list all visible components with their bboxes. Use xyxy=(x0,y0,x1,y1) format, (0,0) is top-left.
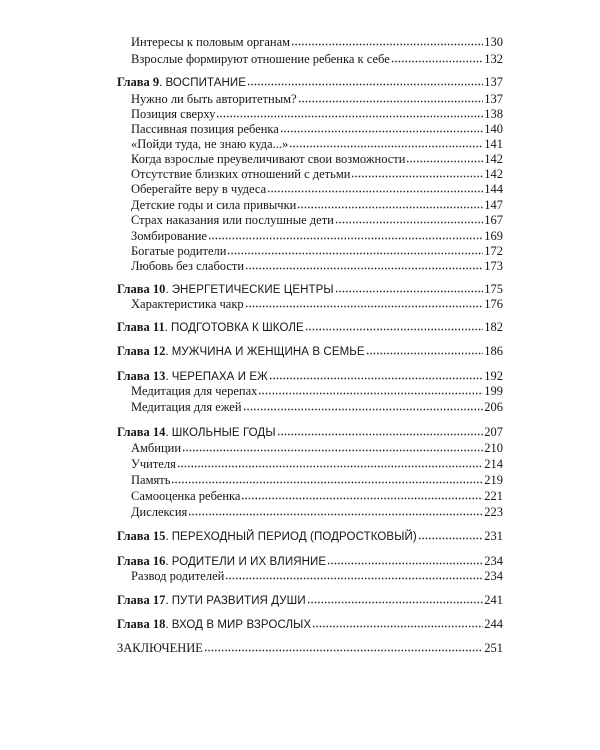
dot-leader xyxy=(298,100,484,103)
dot-leader xyxy=(351,175,483,178)
entry-title: Нужно ли быть авторитетным? xyxy=(131,92,297,106)
page-number: 219 xyxy=(484,473,503,487)
chapter-title: ЧЕРЕПАХА И ЕЖ xyxy=(171,371,268,383)
entry-title: Глава 12. МУЖЧИНА И ЖЕНЩИНА В СЕМЬЕ xyxy=(117,344,365,358)
page-number: 234 xyxy=(484,554,503,568)
chapter-number: Глава 9 xyxy=(117,75,160,89)
dot-leader xyxy=(258,392,483,395)
toc-subentry xyxy=(131,398,503,416)
dot-leader xyxy=(245,267,483,270)
dot-leader xyxy=(335,290,484,293)
dot-leader xyxy=(247,83,483,86)
chapter-number: Глава 12 xyxy=(117,344,166,358)
entry-title: Амбиции xyxy=(131,441,182,455)
entry-title: Самооценка ребенка xyxy=(131,489,241,503)
page-number: 147 xyxy=(484,198,503,212)
dot-leader xyxy=(307,601,484,604)
dot-leader xyxy=(280,130,483,133)
dot-leader xyxy=(204,649,483,652)
page-number: 138 xyxy=(484,107,503,121)
page-number: 173 xyxy=(484,259,503,273)
dot-leader xyxy=(182,449,483,452)
dot-leader xyxy=(208,237,483,240)
entry-title: Богатые родители xyxy=(131,244,227,258)
page-number: 175 xyxy=(484,282,503,296)
dot-leader xyxy=(291,43,483,46)
entry-title: Оберегайте веру в чудеса xyxy=(131,182,267,196)
toc-subentry xyxy=(131,257,503,275)
dot-leader xyxy=(277,433,484,436)
page-number: 132 xyxy=(484,52,503,66)
entry-title: «Пойди туда, не знаю куда...» xyxy=(131,137,289,151)
page-number: 137 xyxy=(484,92,503,106)
dot-leader xyxy=(289,145,483,148)
entry-title: Глава 11. ПОДГОТОВКА К ШКОЛЕ xyxy=(117,320,304,334)
dot-leader xyxy=(406,160,483,163)
dot-leader xyxy=(267,190,483,193)
page-number: 142 xyxy=(484,152,503,166)
page-number: 167 xyxy=(484,213,503,227)
dot-leader xyxy=(227,252,483,255)
page-number: 192 xyxy=(484,369,503,383)
dot-leader xyxy=(366,352,484,355)
entry-title: Пассивная позиция ребенка xyxy=(131,122,279,136)
entry-title: Память xyxy=(131,473,171,487)
dot-leader xyxy=(312,625,483,628)
dot-leader xyxy=(245,305,484,308)
entry-title: Глава 14. ШКОЛЬНЫЕ ГОДЫ xyxy=(117,425,276,439)
entry-title: Отсутствие близких отношений с детьми xyxy=(131,167,351,181)
entry-title: Позиция сверху xyxy=(131,107,216,121)
chapter-number: Глава 13 xyxy=(117,369,166,383)
toc-chapter-entry xyxy=(117,318,503,337)
entry-title: Любовь без слабости xyxy=(131,259,245,273)
page-number: 169 xyxy=(484,229,503,243)
page-number: 223 xyxy=(484,505,503,519)
toc-subentry xyxy=(131,295,503,313)
chapter-number: Глава 15 xyxy=(117,529,166,543)
page-number: 199 xyxy=(484,384,503,398)
dot-leader xyxy=(335,221,483,224)
page-number: 137 xyxy=(484,75,503,89)
toc-subentry xyxy=(131,503,503,521)
entry-title: Глава 15. ПЕРЕХОДНЫЙ ПЕРИОД (ПОДРОСТКОВЫЙ) xyxy=(117,529,417,543)
toc-conclusion-entry xyxy=(117,639,503,657)
dot-leader xyxy=(243,408,484,411)
toc-subentry xyxy=(131,33,503,51)
dot-leader xyxy=(327,562,483,565)
entry-title: Глава 16. РОДИТЕЛИ И ИХ ВЛИЯНИЕ xyxy=(117,554,327,568)
page-number: 241 xyxy=(484,593,503,607)
entry-title: Медитация для ежей xyxy=(131,400,242,414)
entry-title: Медитация для черепах xyxy=(131,384,258,398)
entry-title: Глава 9. ВОСПИТАНИЕ xyxy=(117,75,247,89)
dot-leader xyxy=(297,206,483,209)
page-number: 206 xyxy=(484,400,503,414)
entry-title: Страх наказания или послушные дети xyxy=(131,213,334,227)
entry-title: Интересы к половым органам xyxy=(131,35,291,49)
entry-title: Зомбирование xyxy=(131,229,207,243)
dot-leader xyxy=(305,328,483,331)
chapter-number: Глава 16 xyxy=(117,554,166,568)
chapter-title: ПЕРЕХОДНЫЙ ПЕРИОД (ПОДРОСТКОВЫЙ) xyxy=(171,531,417,543)
dot-leader xyxy=(177,465,483,468)
page-number: 141 xyxy=(484,137,503,151)
toc-subentry xyxy=(131,567,503,585)
dot-leader xyxy=(418,537,483,540)
dot-leader xyxy=(391,60,484,63)
chapter-number: Глава 14 xyxy=(117,425,166,439)
dot-leader xyxy=(216,115,483,118)
conclusion-title: ЗАКЛЮЧЕНИЕ xyxy=(117,641,203,655)
page-number: 182 xyxy=(484,320,503,334)
entry-title: Глава 18. ВХОД В МИР ВЗРОСЛЫХ xyxy=(117,617,312,631)
entry-title: Характеристика чакр xyxy=(131,297,244,311)
page-number: 144 xyxy=(484,182,503,196)
dot-leader xyxy=(241,497,483,500)
chapter-title: ЭНЕРГЕТИЧЕСКИЕ ЦЕНТРЫ xyxy=(171,284,334,296)
chapter-title: ПОДГОТОВКА К ШКОЛЕ xyxy=(171,322,304,334)
dot-leader xyxy=(225,577,483,580)
page-number: 130 xyxy=(484,35,503,49)
entry-title: Когда взрослые преувеличивают свои возможности xyxy=(131,152,406,166)
chapter-number: Глава 17 xyxy=(117,593,166,607)
page-number: 172 xyxy=(484,244,503,258)
entry-title: Глава 10. ЭНЕРГЕТИЧЕСКИЕ ЦЕНТРЫ xyxy=(117,282,334,296)
dot-leader xyxy=(269,377,483,380)
chapter-title: ПУТИ РАЗВИТИЯ ДУШИ xyxy=(171,595,306,607)
entry-title: Детские годы и сила привычки xyxy=(131,198,297,212)
chapter-title: РОДИТЕЛИ И ИХ ВЛИЯНИЕ xyxy=(171,556,327,568)
entry-title: Развод родителей xyxy=(131,569,225,583)
page-number: 231 xyxy=(484,529,503,543)
toc-chapter-entry xyxy=(117,591,503,610)
entry-title: Взрослые формируют отношение ребенка к себе xyxy=(131,52,390,66)
page-number: 221 xyxy=(484,489,503,503)
toc-chapter-entry xyxy=(117,342,503,361)
chapter-title: МУЖЧИНА И ЖЕНЩИНА В СЕМЬЕ xyxy=(171,346,365,358)
page-number: 234 xyxy=(484,569,503,583)
entry-title: Глава 13. ЧЕРЕПАХА И ЕЖ xyxy=(117,369,268,383)
page-number: 244 xyxy=(484,617,503,631)
toc-chapter-entry xyxy=(117,615,503,634)
toc-chapter-entry xyxy=(117,527,503,546)
toc-subentry xyxy=(131,50,503,68)
entry-title xyxy=(117,639,203,657)
entry-title: Учителя xyxy=(131,457,176,471)
dot-leader xyxy=(188,513,483,516)
entry-title: Дислексия xyxy=(131,505,188,519)
page-number: 214 xyxy=(484,457,503,471)
chapter-title: ВХОД В МИР ВЗРОСЛЫХ xyxy=(171,619,312,631)
chapter-number: Глава 10 xyxy=(117,282,166,296)
chapter-number: Глава 18 xyxy=(117,617,166,631)
page-number: 176 xyxy=(484,297,503,311)
chapter-number: Глава 11 xyxy=(117,320,165,334)
chapter-title: ВОСПИТАНИЕ xyxy=(165,77,247,89)
page-number: 210 xyxy=(484,441,503,455)
page-number: 207 xyxy=(484,425,503,439)
dot-leader xyxy=(171,481,483,484)
page-number: 140 xyxy=(484,122,503,136)
entry-title: Глава 17. ПУТИ РАЗВИТИЯ ДУШИ xyxy=(117,593,306,607)
page-number: 142 xyxy=(484,167,503,181)
page-number: 186 xyxy=(484,344,503,358)
page-number: 251 xyxy=(484,641,503,655)
chapter-title: ШКОЛЬНЫЕ ГОДЫ xyxy=(171,427,276,439)
